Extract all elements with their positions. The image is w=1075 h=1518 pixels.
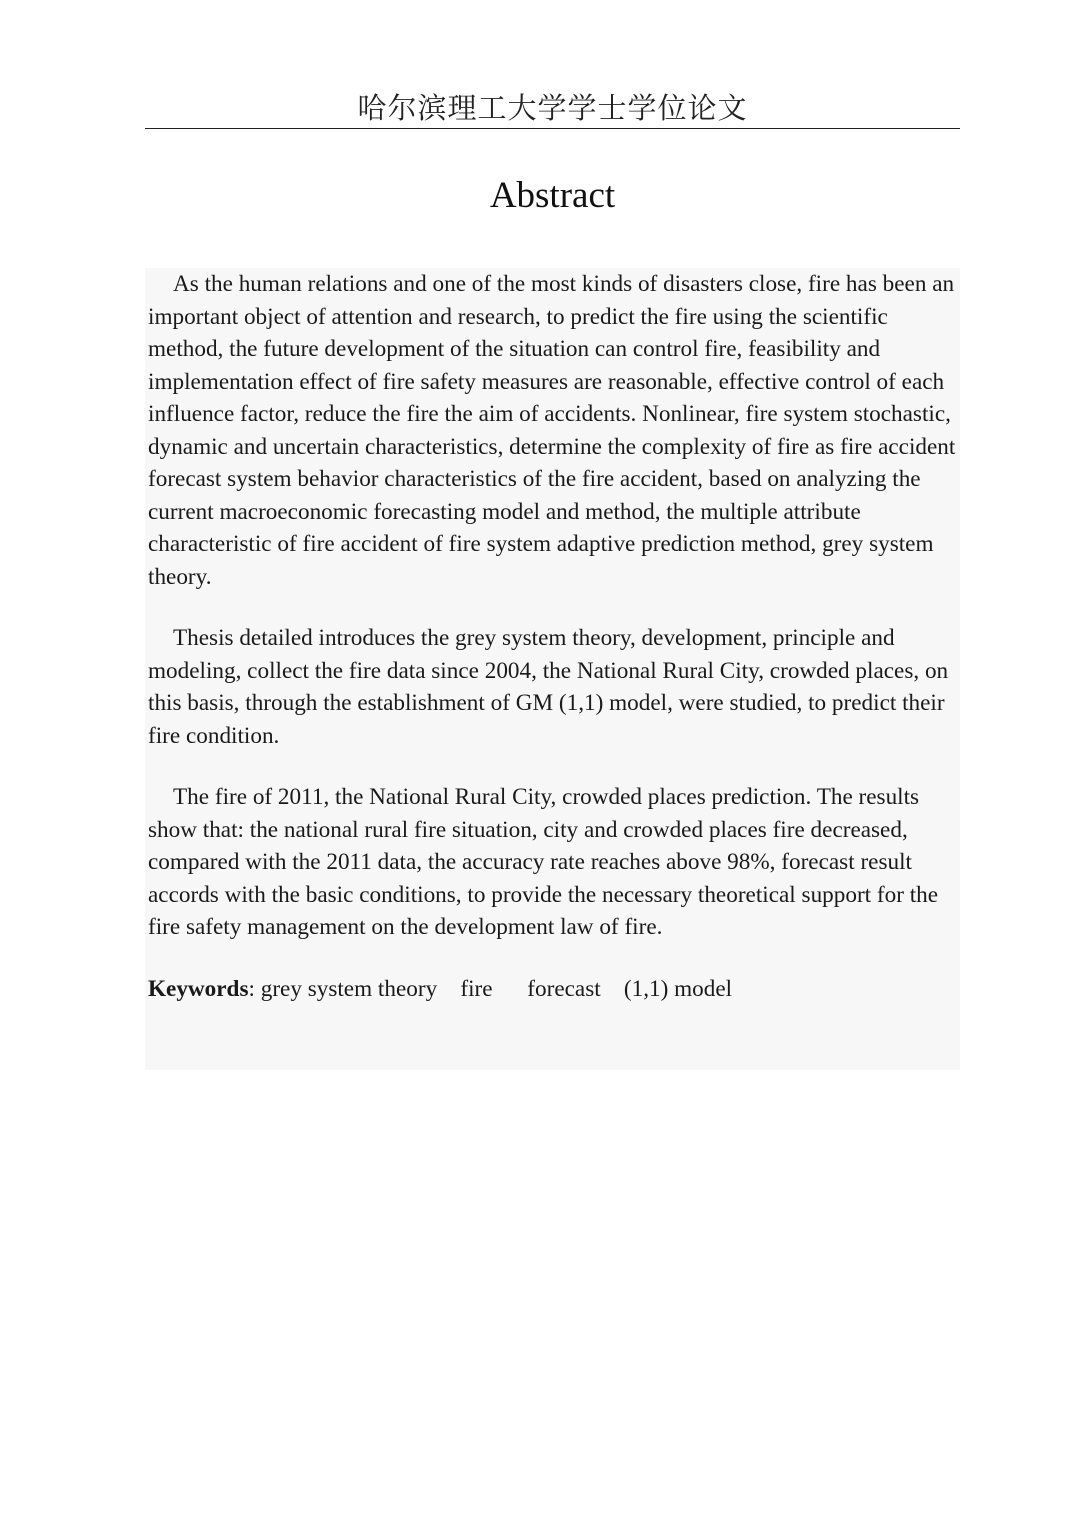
keywords-line (145, 973, 960, 1006)
header-rule (145, 128, 960, 129)
abstract-body (145, 268, 960, 1070)
running-header: 哈尔滨理工大学学士学位论文 (357, 91, 748, 125)
abstract-paragraph-3: The fire of 2011, the National Rural City, crowded places prediction. The results show that: the national rural fire situation, city and crowded places fire decreased, compared with the 2011 data, the accuracy rate reaches above 98%, forecast result accords with the basic conditions, to provide the necessary theoretical support for the fire safety management on the development law of fire. (148, 784, 939, 940)
abstract-title: Abstract (489, 175, 616, 216)
keywords-text: : grey system theory fire forecast (1,1) model (248, 975, 733, 1002)
abstract-paragraph-2: Thesis detailed introduces the grey system theory, development, principle and modeling, collect the fire data since 2004, the National Rural City, crowded places, on this basis, through the establishment of GM (1,1) model, were studied, to predict their fire condition. (148, 625, 949, 749)
abstract-paragraph-1: As the human relations and one of the most kinds of disasters close, fire has been an important object of attention and research, to predict the fire using the scientific method, the future development of the situation can control fire, feasibility and implementation effect of fire safety measures are reasonable, effective control of each influence factor, reduce the fire the aim of accidents. Nonlinear, fire system stochastic, dynamic and uncertain characteristics, determine the complexity of fire as fire accident forecast system behavior characteristics of the fire accident, based on analyzing the current macroeconomic forecasting model and method, the multiple attribute characteristic of fire accident of fire system adaptive prediction method, grey system theory. (148, 271, 956, 590)
keywords-label: Keywords (148, 975, 249, 1002)
